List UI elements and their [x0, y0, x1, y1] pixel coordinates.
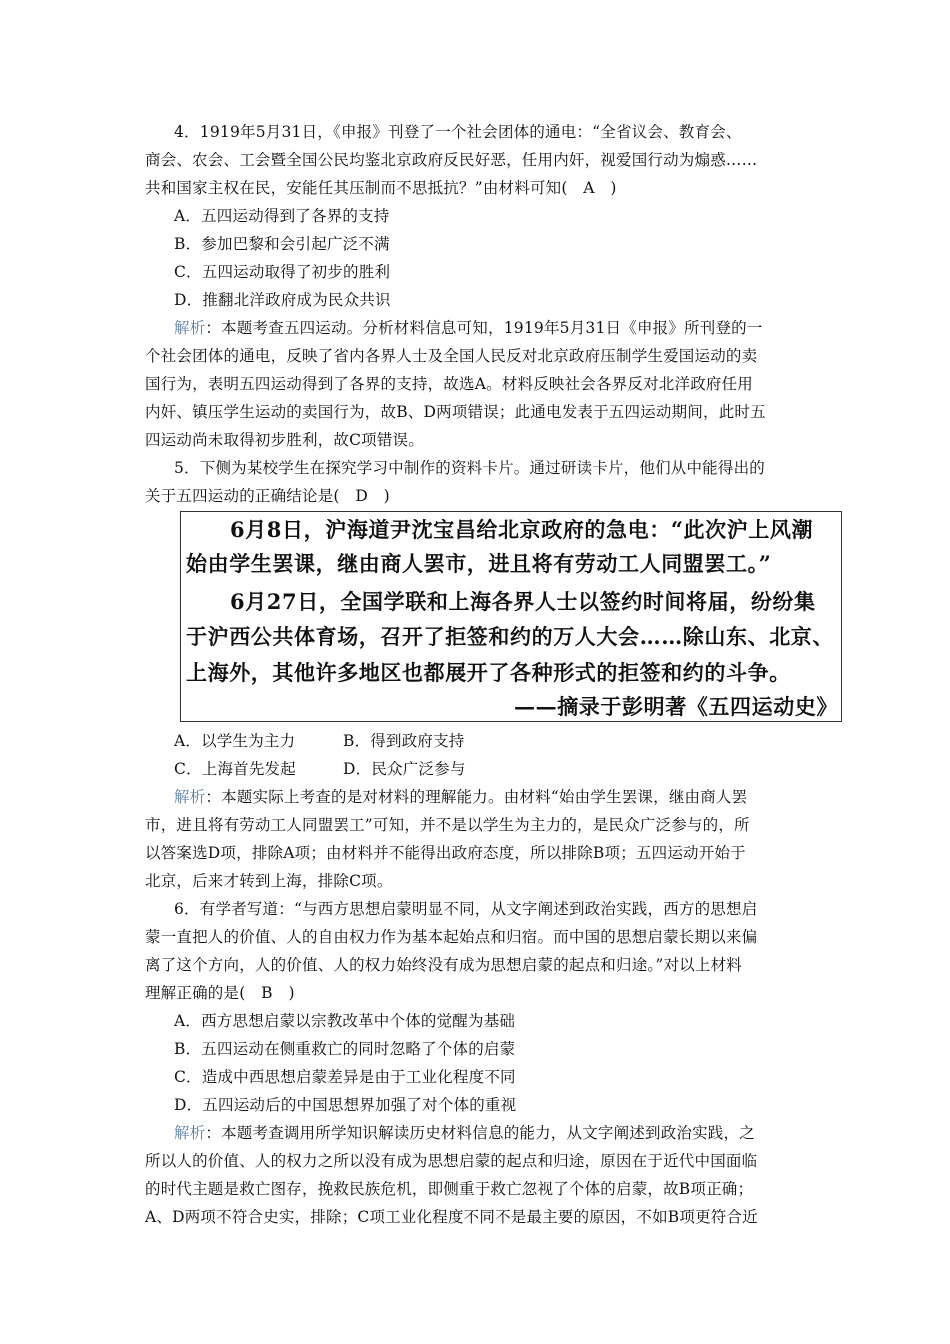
q5-card-line2: 始由学生罢课，继由商人罢市，进且将有劳动工人同盟罢工。”: [186, 551, 772, 576]
q5-card-source: ——摘录于彭明著《五四运动史》: [514, 694, 838, 719]
q4-stem-line1: 4．1919年5月31日，《申报》刊登了一个社会团体的通电：“全省议会、教育会、: [174, 123, 742, 141]
q5-card-line1: 6月8日，沪海道尹沈宝昌给北京政府的急电：“此次沪上风潮: [230, 517, 814, 542]
q5-card-line4: 于沪西公共体育场，召开了拒签和约的万人大会……除山东、北京、: [186, 624, 834, 649]
q6-explanation-line1: [174, 1123, 755, 1143]
q4-explanation-line2: 个社会团体的通电，反映了省内各界人士及全国人民反对北京政府压制学生爱国运动的卖: [145, 347, 758, 365]
q6-option-c: C．造成中西思想启蒙差异是由于工业化程度不同: [174, 1068, 516, 1086]
q6-explanation-line4: A、D两项不符合史实，排除；C项工业化程度不同不是最主要的原因，不如B项更符合近: [145, 1208, 758, 1226]
q6-explanation-line3: 的时代主题是救亡图存，挽救民族危机，即侧重于救亡忽视了个体的启蒙，故B项正确；: [145, 1180, 754, 1198]
q6-option-d: D．五四运动后的中国思想界加强了对个体的重视: [174, 1096, 517, 1114]
q6-jiexi-label: 解析: [174, 1124, 206, 1142]
q5-jiexi-label: 解析: [174, 788, 206, 806]
q5-explanation-text: ：本题实际上考查的是对材料的理解能力。由材料“始由学生罢课，继由商人罢: [205, 788, 748, 806]
q5-explanation-line3: 以答案选D项，排除A项；由材料并不能得出政府态度，所以排除B项；五四运动开始于: [145, 844, 746, 862]
q4-explanation-text: ：本题考查五四运动。分析材料信息可知，1919年5月31日《申报》所刊登的一: [205, 319, 763, 337]
q4-jiexi-label: 解析: [174, 319, 206, 337]
q6-stem-line1: 6．有学者写道：“与西方思想启蒙明显不同，从文字阐述到政治实践，西方的思想启: [174, 900, 758, 918]
q4-option-c: C．五四运动取得了初步的胜利: [174, 263, 391, 281]
q6-explanation-text: ：本题考查调用所学知识解读历史材料信息的能力，从文字阐述到政治实践，之: [205, 1124, 755, 1142]
q4-stem-line2: 商会、农会、工会暨全国公民均鉴北京政府反民好恶，任用内奸，视爱国行动为煽惑……: [145, 151, 758, 169]
q5-stem-line1: 5．下侧为某校学生在探究学习中制作的资料卡片。通过研读卡片，他们从中能得出的: [174, 459, 765, 477]
q5-option-d: D．民众广泛参与: [343, 760, 466, 778]
q5-explanation-line4: 北京，后来才转到上海，排除C项。: [145, 872, 393, 890]
q5-card-line5: 上海外，其他许多地区也都展开了各种形式的拒签和约的斗争。: [186, 660, 791, 685]
q5-explanation-line2: 市，进且将有劳动工人同盟罢工”可知，并不是以学生为主力的，是民众广泛参与的，所: [145, 816, 750, 834]
q6-stem-line3: 离了这个方向，人的价值、人的权力始终没有成为思想启蒙的起点和归途。”对以上材料: [145, 956, 742, 974]
q5-option-b: B．得到政府支持: [343, 732, 465, 750]
q6-option-b: B．五四运动在侧重救亡的同时忽略了个体的启蒙: [174, 1040, 516, 1058]
q4-option-d: D．推翻北洋政府成为民众共识: [174, 291, 391, 309]
q5-explanation-line1: [174, 787, 747, 807]
q4-option-b: B．参加巴黎和会引起广泛不满: [174, 235, 390, 253]
q4-explanation-line3: 国行为，表明五四运动得到了各界的支持，故选A。材料反映社会各界反对北洋政府任用: [145, 375, 753, 393]
q6-stem-line2: 蒙一直把人的价值、人的自由权力作为基本起始点和归宿。而中国的思想启蒙长期以来偏: [145, 928, 758, 946]
q4-option-a: A．五四运动得到了各界的支持: [174, 207, 390, 225]
q5-option-a: A．以学生为主力: [174, 732, 296, 750]
q5-card-line3: 6月27日，全国学联和上海各界人士以签约时间将届，纷纷集: [230, 589, 816, 614]
q6-option-a: A．西方思想启蒙以宗教改革中个体的觉醒为基础: [174, 1012, 516, 1030]
q4-explanation-line4: 内奸、镇压学生运动的卖国行为，故B、D两项错误；此通电发表于五四运动期间，此时五: [145, 403, 766, 421]
q6-stem-line4: 理解正确的是( B ): [145, 984, 295, 1002]
q4-explanation-line5: 四运动尚未取得初步胜利，故C项错误。: [145, 431, 424, 449]
q5-option-c: C．上海首先发起: [174, 760, 296, 778]
q5-stem-line2: 关于五四运动的正确结论是( D ): [145, 487, 390, 505]
q4-stem-line3: 共和国家主权在民，安能任其压制而不思抵抗？”由材料可知( A ): [145, 179, 617, 197]
q6-explanation-line2: 所以人的价值、人的权力之所以没有成为思想启蒙的起点和归途，原因在于近代中国面临: [145, 1152, 758, 1170]
q4-explanation-line1: [174, 318, 763, 338]
